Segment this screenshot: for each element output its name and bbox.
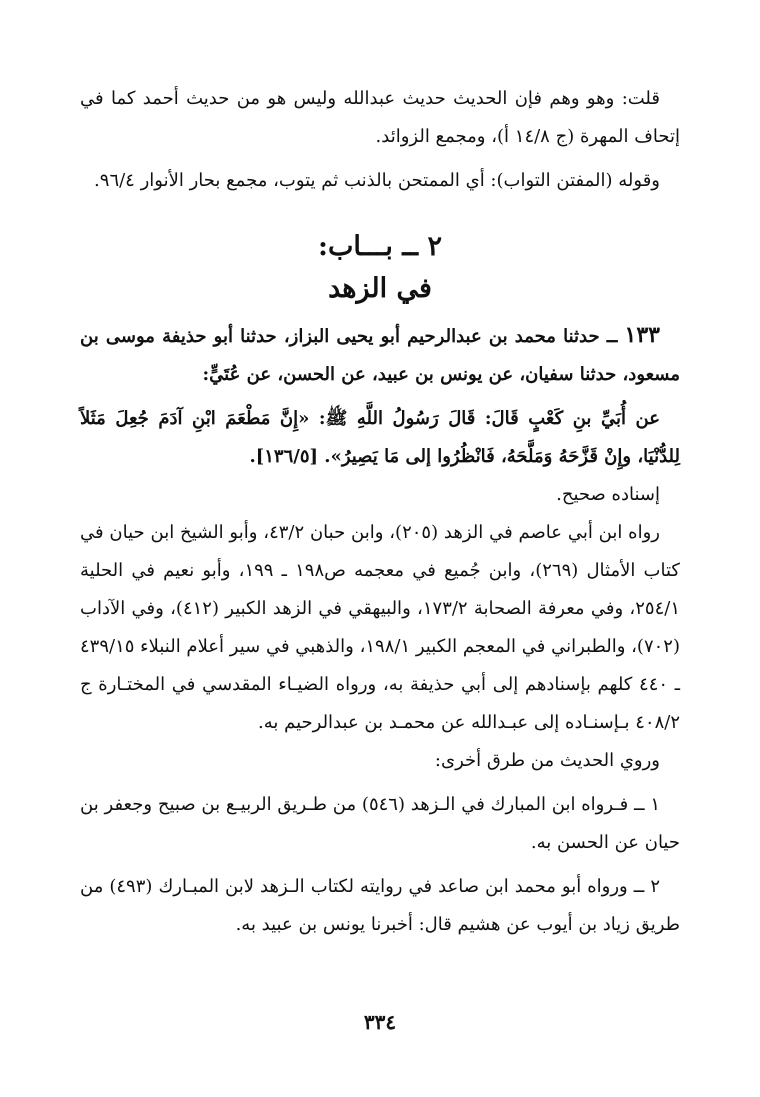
- paragraph-note: قلت: وهو وهم فإن الحديث حديث عبدالله وليس هو من حديث أحمد كما في إتحاف المهرة (ج ١٤/٨ أ)، ومجمع الزوائد.: [80, 88, 680, 147]
- hadith-number: ١٣٣: [624, 322, 660, 348]
- paragraph-definition: وقوله (المفتن التواب): أي الممتحن بالذنب ثم يتوب، مجمع بحار الأنوار ٩٦/٤.: [94, 170, 660, 191]
- route-item: ١ ــ فـرواه ابن المبارك في الـزهد (٥٤٦) من طـريق الربيـع بن صبيح وجعفر بن حيان عن الحسن به.: [80, 794, 680, 853]
- page-content: [80, 80, 680, 1057]
- hadith-text: عن أُبَيِّ بنِ كَعْبٍ قَالَ: قَالَ رَسُولُ اللَّهِ ﷺ: «إِنَّ مَطْعَمَ ابْنِ آدَمَ جُعِلَ مَثَلاً لِلدُّنْيَا، وإِنْ قَزَّحَهُ وَمَلَّحَهُ، فَانْظُرُوا إلى مَا يَصِيرُ». [١٣٦/٥].: [80, 408, 680, 467]
- other-routes-intro: وروي الحديث من طرق أخرى:: [434, 750, 660, 771]
- section-subtitle: في الزهد: [328, 273, 432, 304]
- takhrij-paragraph: رواه ابن أبي عاصم في الزهد (٢٠٥)، وابن حبان ٤٣/٢، وأبو الشيخ ابن حيان في كتاب الأمثال (٢٦٩)، وابن جُميع في معجمه ص١٩٨ ـ ١٩٩، وأبو نعيم في الحلية ٢٥٤/١، وفي معرفة الصحابة ١٧٣/٢، والبيهقي في الزهد الكبير (٤١٢)، وفي الآداب (٧٠٢)، والطبراني في المعجم الكبير ١٩٨/١، والذهبي في سير أعلام النبلاء ٤٣٩/١٥ ـ ٤٤٠ كلهم بإسنادهم إلى أبي حذيفة به، ورواه الضيـاء المقدسي في المختـارة ج ٤٠٨/٢ بـإسنـاده إلى عبـدالله عن محمـد بن عبدالرحيم به.: [80, 522, 680, 733]
- route-item: ٢ ــ ورواه أبو محمد ابن صاعد في روايته لكتاب الـزهد لابن المبـارك (٤٩٣) من طريق زياد بن أيوب عن هشيم قال: أخبرنا يونس بن عبيد به.: [80, 876, 680, 935]
- hadith-chain: [80, 316, 680, 394]
- page-number: ٣٣٤: [363, 1010, 397, 1034]
- section-title: ٢ ــ بـــاب:: [318, 231, 442, 262]
- section-heading: [80, 226, 680, 310]
- hadith-chain-text: ــ حدثنا محمد بن عبدالرحيم أبو يحيى البزاز، حدثنا أبو حذيفة موسى بن مسعود، حدثنا سفيان، عن يونس بن عبيد، عن الحسن، عن عُتَيٍّ:: [80, 326, 680, 385]
- isnad-note: إسناده صحيح.: [556, 484, 660, 505]
